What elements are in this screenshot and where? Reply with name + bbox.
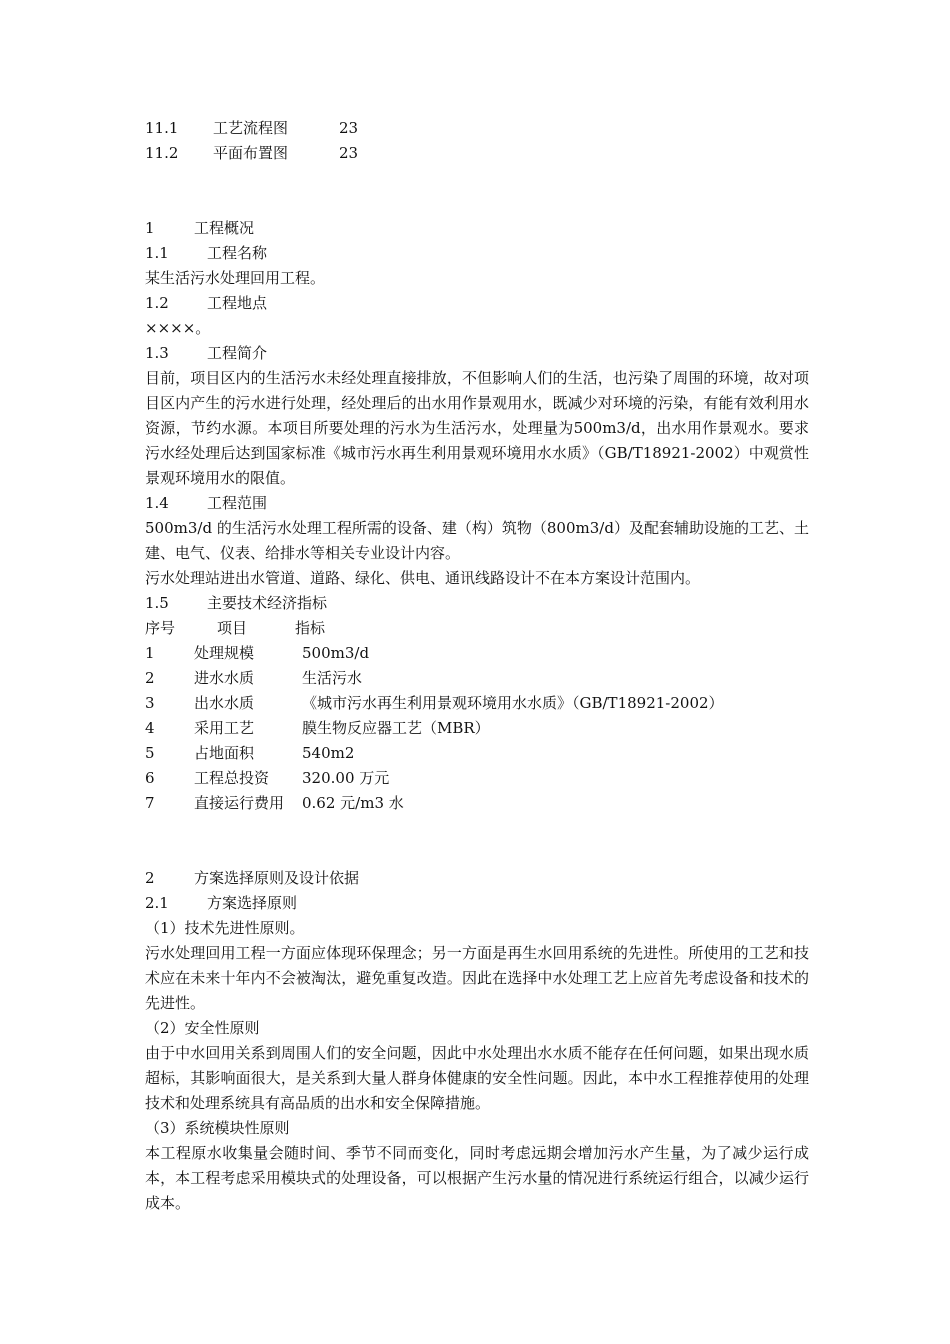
subsection-number: 2.1: [145, 894, 169, 912]
subsection-number: 1.3: [145, 344, 169, 362]
row-value: 500m3/d: [302, 644, 370, 662]
row-item: 直接运行费用: [194, 794, 285, 812]
principle-heading: （3）系统模块性原则: [145, 1119, 290, 1137]
indicator-row: [145, 766, 809, 791]
toc-entry[interactable]: [145, 141, 809, 166]
row-value: 0.62 元/m3 水: [302, 794, 404, 812]
toc-title: 平面布置图: [213, 144, 289, 162]
indicator-row: [145, 741, 809, 766]
indicator-row: [145, 641, 809, 666]
toc-page: 23: [339, 144, 359, 162]
toc-number: 11.1: [145, 119, 179, 137]
subsection-heading: [145, 291, 809, 316]
paragraph: 污水处理回用工程一方面应体现环保理念；另一方面是再生水回用系统的先进性。所使用的工艺和技术应在未来十年内不会被淘汰，避免重复改造。因此在选择中水处理工艺上应首先考虑设备和技术的先进性。: [145, 944, 809, 1012]
principle-heading: （1）技术先进性原则。: [145, 919, 305, 937]
header-item: 项目: [217, 619, 248, 637]
subsection-heading: [145, 491, 809, 516]
document-page: [145, 116, 809, 1216]
section-number: 1: [145, 219, 155, 237]
row-no: 6: [145, 769, 155, 787]
paragraph: 由于中水回用关系到周围人们的安全问题，因此中水处理出水水质不能存在任何问题，如果出现水质超标，其影响面很大，是关系到大量人群身体健康的安全性问题。因此，本中水工程推荐使用的处理技术和处理系统具有高品质的出水和安全保障措施。: [145, 1044, 809, 1112]
subsection-title: 主要技术经济指标: [207, 594, 328, 612]
paragraph: 某生活污水处理回用工程。: [145, 269, 326, 287]
subsection-heading: [145, 241, 809, 266]
row-value: 膜生物反应器工艺（MBR）: [302, 719, 490, 737]
principle-heading: （2）安全性原则: [145, 1019, 260, 1037]
row-value: 320.00 万元: [302, 769, 390, 787]
subsection-heading: [145, 341, 809, 366]
subsection-heading: [145, 891, 809, 916]
row-value: 《城市污水再生利用景观环境用水水质》（GB/T18921-2002）: [302, 694, 724, 712]
row-no: 2: [145, 669, 155, 687]
row-value: 生活污水: [302, 669, 363, 687]
subsection-number: 1.2: [145, 294, 169, 312]
indicator-table-header: [145, 616, 809, 641]
header-no: 序号: [145, 619, 176, 637]
indicator-row: [145, 666, 809, 691]
subsection-title: 工程简介: [207, 344, 268, 362]
paragraph: 污水处理站进出水管道、道路、绿化、供电、通讯线路设计不在本方案设计范围内。: [145, 569, 701, 587]
indicator-row: [145, 691, 809, 716]
row-item: 处理规模: [194, 644, 255, 662]
row-no: 1: [145, 644, 155, 662]
header-value: 指标: [295, 619, 326, 637]
section-title: 工程概况: [194, 219, 255, 237]
section-heading: [145, 866, 809, 891]
indicator-row: [145, 716, 809, 741]
row-item: 工程总投资: [194, 769, 270, 787]
subsection-title: 工程范围: [207, 494, 268, 512]
toc-entry[interactable]: [145, 116, 809, 141]
indicator-row: [145, 791, 809, 816]
toc-number: 11.2: [145, 144, 179, 162]
subsection-number: 1.1: [145, 244, 169, 262]
row-value: 540m2: [302, 744, 355, 762]
subsection-title: 工程地点: [207, 294, 268, 312]
subsection-title: 方案选择原则: [207, 894, 298, 912]
paragraph: 本工程原水收集量会随时间、季节不同而变化，同时考虑远期会增加污水产生量，为了减少运行成本，本工程考虑采用模块式的处理设备，可以根据产生污水量的情况进行系统运行组合，以减少运行成本。: [145, 1144, 809, 1212]
row-item: 占地面积: [194, 744, 255, 762]
section-title: 方案选择原则及设计依据: [194, 869, 360, 887]
subsection-number: 1.4: [145, 494, 169, 512]
row-item: 采用工艺: [194, 719, 255, 737]
row-no: 4: [145, 719, 155, 737]
paragraph: ××××。: [145, 319, 211, 337]
toc-title: 工艺流程图: [213, 119, 289, 137]
section-number: 2: [145, 869, 155, 887]
section-heading: [145, 216, 809, 241]
paragraph: 500m3/d 的生活污水处理工程所需的设备、建（构）筑物（800m3/d）及配套辅助设施的工艺、土建、电气、仪表、给排水等相关专业设计内容。: [145, 519, 809, 562]
row-item: 进水水质: [194, 669, 255, 687]
subsection-number: 1.5: [145, 594, 169, 612]
row-item: 出水水质: [194, 694, 255, 712]
paragraph: 目前，项目区内的生活污水未经处理直接排放，不但影响人们的生活，也污染了周围的环境，故对项目区内产生的污水进行处理，经处理后的出水用作景观用水，既减少对环境的污染，有能有效利用水资源，节约水源。本项目所要处理的污水为生活污水，处理量为500m3/d，出水用作景观水。要求污水经处理后达到国家标准《城市污水再生利用景观环境用水水质》（GB/T18921-2002）中观赏性景观环境用水的限值。: [145, 369, 809, 487]
row-no: 3: [145, 694, 155, 712]
subsection-title: 工程名称: [207, 244, 268, 262]
row-no: 5: [145, 744, 155, 762]
subsection-heading: [145, 591, 809, 616]
row-no: 7: [145, 794, 155, 812]
toc-page: 23: [339, 119, 359, 137]
